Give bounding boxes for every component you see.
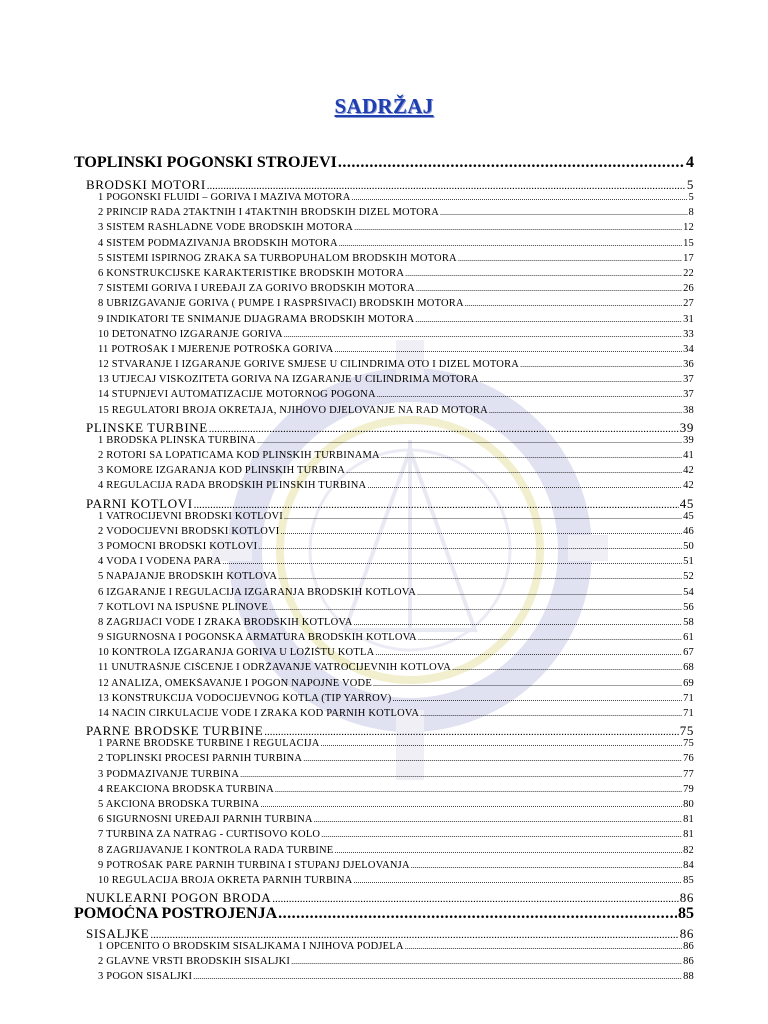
toc-entry-title: 1 VATROCIJEVNI BRODSKI KOTLOVI [98, 510, 283, 522]
toc-item[interactable] [98, 587, 694, 602]
dot-leader [405, 269, 682, 278]
toc-item[interactable] [98, 632, 694, 647]
toc-entry-title: 3 POMOĆNI BRODSKI KOTLOVI [98, 540, 258, 552]
dot-leader [405, 942, 682, 951]
toc-entry-title: 9 POTROŠAK PARE PARNIH TURBINA I STUPANJ DJELOVANJA [98, 859, 410, 871]
toc-item[interactable] [98, 359, 694, 374]
toc-entry-title: 5 NAPAJANJE BRODSKIH KOTLOVA [98, 571, 278, 583]
toc-item[interactable] [98, 662, 694, 677]
dot-leader [321, 830, 682, 839]
toc-item[interactable] [98, 708, 694, 723]
toc-page-number: 68 [683, 662, 694, 674]
dot-leader [373, 679, 682, 688]
dot-leader [314, 815, 682, 824]
toc-entry-title: 7 SISTEMI GORIVA I UREĐAJI ZA GORIVO BRODSKIH MOTORA [98, 283, 415, 295]
toc-entry-title: 2 TOPLINSKI PROCESI PARNIH TURBINA [98, 753, 303, 765]
toc-page-number: 50 [683, 540, 694, 552]
toc-page-number: 51 [683, 556, 694, 568]
toc-page-number: 45 [679, 495, 694, 511]
dot-leader [480, 375, 682, 384]
toc-entry-title: 6 KONSTRUKCIJSKE KARAKTERISTIKE BRODSKIH MOTORA [98, 267, 405, 279]
dot-leader [381, 451, 682, 460]
toc-item[interactable] [98, 480, 694, 495]
toc-section[interactable] [86, 420, 694, 435]
toc-entry-title: PARNI KOTLOVI [86, 495, 193, 511]
dot-leader [416, 284, 682, 293]
toc-item[interactable] [98, 647, 694, 662]
toc-entry-title: 11 UNUTRAŠNJE ČIŠĆENJE I ODRŽAVANJE VATROCIJEVNIH KOTLOVA [98, 662, 452, 674]
toc-page-number: 88 [683, 971, 694, 983]
toc-entry-title: 13 UTJECAJ VISKOZITETA GORIVA NA IZGARANJE U CILINDRIMA MOTORA [98, 374, 479, 386]
toc-section[interactable] [86, 890, 694, 905]
toc-page-number: 71 [683, 708, 694, 719]
toc-entry-title: NUKLEARNI POGON BRODA [86, 890, 272, 906]
dot-leader [338, 154, 685, 172]
dot-leader [411, 861, 682, 870]
toc-page-number: 42 [683, 465, 694, 477]
dot-leader [280, 527, 682, 536]
dot-leader [258, 542, 682, 551]
dot-leader [452, 663, 682, 672]
dot-leader [377, 390, 682, 399]
toc-item[interactable] [98, 860, 694, 875]
toc-item[interactable] [98, 207, 694, 222]
toc-page-number: 54 [683, 586, 694, 598]
toc-entry-title: 3 POGON SISALJKI [98, 971, 193, 983]
toc-page-number: 37 [683, 389, 694, 401]
toc-page-number: 75 [683, 738, 694, 750]
toc-entry-title: 11 POTROŠAK I MJERENJE POTROŠKA GORIVA [98, 343, 334, 355]
dot-leader [150, 929, 678, 941]
dot-leader [272, 893, 679, 905]
toc-entry-title: PLINSKE TURBINE [86, 419, 208, 435]
toc-entry-title: 1 OPĆENITO O BRODSKIM SISALJKAMA I NJIHOVA PODJELA [98, 941, 404, 953]
toc-entry-title: 4 VODA I VODENA PARA [98, 556, 222, 568]
toc-item[interactable] [98, 769, 694, 784]
toc-entry-title: TOPLINSKI POGONSKI STROJEVI [74, 154, 337, 171]
dot-leader [352, 193, 688, 202]
dot-leader [321, 739, 683, 748]
toc-entry-title: 5 SISTEMI ISPIRNOG ZRAKA SA TURBOPUHALOM BRODSKIH MOTORA [98, 252, 457, 264]
toc-page-number: 42 [683, 480, 694, 492]
dot-leader [420, 709, 682, 718]
toc-page-number: 39 [679, 419, 694, 435]
toc-entry-title: SISALJKE [86, 926, 150, 942]
toc-entry-title: 4 REAKCIONA BRODSKA TURBINA [98, 783, 274, 795]
toc-item[interactable] [98, 571, 694, 586]
toc-entry-title: 4 REGULACIJA RADA BRODSKIH PLINSKIH TURBINA [98, 480, 367, 492]
dot-leader [375, 648, 682, 657]
toc-item[interactable] [98, 405, 694, 420]
toc-entry-title: 12 STVARANJE I IZGARANJE GORIVE SMJESE U CILINDRIMA OTO I DIZEL MOTORA [98, 359, 520, 371]
toc-entry-title: 5 AKCIONA BRODSKA TURBINA [98, 798, 260, 810]
toc-item[interactable] [98, 693, 694, 708]
toc-item[interactable] [98, 829, 694, 844]
toc-section[interactable] [86, 926, 694, 941]
dot-leader [440, 208, 688, 217]
toc-item[interactable] [98, 298, 694, 313]
dot-leader [269, 603, 682, 612]
toc-entry-title: 1 PARNE BRODSKE TURBINE I REGULACIJA [98, 738, 320, 750]
dot-leader [194, 499, 679, 511]
toc-page-number: 85 [678, 905, 694, 923]
toc-page-number: 8 [688, 207, 694, 219]
toc-item[interactable] [98, 238, 694, 253]
dot-leader [339, 239, 682, 248]
toc-entry-title: 3 KOMORE IZGARANJA KOD PLINSKIH TURBINA [98, 465, 346, 477]
toc-entry-title: 2 GLAVNE VRSTI BRODSKIH SISALJKI [98, 956, 291, 968]
toc-chapter[interactable] [74, 905, 694, 926]
toc-page-number: 67 [683, 647, 694, 659]
toc-entry-title: 7 KOTLOVI NA ISPUŠNE PLINOVE [98, 601, 269, 613]
toc-page-number: 81 [683, 829, 694, 841]
toc-page-number: 17 [683, 252, 694, 264]
toc-item[interactable] [98, 617, 694, 632]
toc-page-number: 34 [683, 343, 694, 355]
toc-item[interactable] [98, 799, 694, 814]
toc-entry-title: 14 NAČIN CIRKULACIJE VODE I ZRAKA KOD PARNIH KOTLOVA [98, 708, 420, 719]
toc-item[interactable] [98, 875, 694, 890]
toc-entry-title: 10 REGULACIJA BROJA OKRETA PARNIH TURBINA [98, 874, 353, 886]
toc-page-number: 4 [686, 154, 694, 171]
toc-item[interactable] [98, 971, 694, 986]
toc-page-number: 69 [683, 677, 694, 689]
toc-page-number: 41 [683, 450, 694, 461]
toc-page-number: 26 [683, 283, 694, 295]
toc-entry-title: 2 VODOCIJEVNI BRODSKI KOTLOVI [98, 525, 280, 537]
toc-item[interactable] [98, 845, 694, 860]
dot-leader [275, 785, 682, 794]
dot-leader [392, 694, 682, 703]
toc-page-number: 33 [683, 328, 694, 340]
toc-entry-title: 8 ZAGRIJAVANJE I KONTROLA RADA TURBINE [98, 844, 334, 856]
dot-leader [334, 846, 682, 855]
toc-page-number: 46 [683, 525, 694, 537]
toc-item[interactable] [98, 192, 694, 207]
page-title: SADRŽAJ [334, 94, 434, 118]
toc-section[interactable] [86, 723, 694, 738]
toc-page-number: 22 [683, 267, 694, 279]
toc-page-number: 82 [683, 844, 694, 856]
dot-leader [264, 726, 679, 738]
toc-entry-title: 2 ROTORI SA LOPATICAMA KOD PLINSKIH TURBINAMA [98, 450, 380, 461]
dot-leader [207, 180, 686, 192]
dot-leader [303, 754, 682, 763]
toc-item[interactable] [98, 314, 694, 329]
toc-item[interactable] [98, 784, 694, 799]
toc-page-number: 86 [679, 890, 694, 906]
toc-item[interactable] [98, 268, 694, 283]
toc-item[interactable] [98, 465, 694, 480]
toc-page-number: 81 [683, 814, 694, 826]
toc-section[interactable] [86, 496, 694, 511]
dot-leader [458, 254, 682, 263]
dot-leader [520, 360, 682, 369]
dot-leader [418, 633, 682, 642]
toc-page-number: 86 [679, 926, 694, 942]
dot-leader [284, 330, 682, 339]
toc-item[interactable] [98, 374, 694, 389]
dot-leader [240, 770, 682, 779]
toc-item[interactable] [98, 814, 694, 829]
dot-leader [260, 800, 682, 809]
dot-leader [353, 876, 682, 885]
toc-page-number: 39 [683, 434, 694, 446]
toc-item[interactable] [98, 329, 694, 344]
dot-leader [465, 299, 682, 308]
toc-page-number: 15 [683, 237, 694, 249]
dot-leader [278, 905, 677, 923]
toc-section[interactable] [86, 177, 694, 192]
toc-item[interactable] [98, 738, 694, 753]
toc-entry-title: 9 INDIKATORI TE SNIMANJE DIJAGRAMA BRODSKIH MOTORA [98, 313, 415, 325]
toc-page-number: 58 [683, 616, 694, 628]
table-of-contents [74, 154, 694, 987]
dot-leader [417, 588, 682, 597]
dot-leader [354, 223, 682, 232]
toc-entry-title: 8 UBRIZGAVANJE GORIVA ( PUMPE I RASPRŠIVAČI) BRODSKIH MOTORA [98, 298, 464, 310]
toc-entry-title: 8 ZAGRIJAČI VODE I ZRAKA BRODSKIH KOTLOVA [98, 616, 353, 628]
toc-item[interactable] [98, 956, 694, 971]
toc-page-number: 86 [683, 941, 694, 953]
toc-page-number: 61 [683, 632, 694, 644]
toc-item[interactable] [98, 389, 694, 404]
dot-leader [346, 466, 682, 475]
toc-page-number: 56 [683, 601, 694, 613]
toc-entry-title: 6 SIGURNOSNI UREĐAJI PARNIH TURBINA [98, 814, 313, 826]
toc-item[interactable] [98, 541, 694, 556]
dot-leader [222, 557, 682, 566]
dot-leader [354, 618, 683, 627]
toc-page-number: 52 [683, 571, 694, 583]
dot-leader [278, 572, 682, 581]
dot-leader [209, 423, 679, 435]
toc-entry-title: 15 REGULATORI BROJA OKRETAJA, NJIHOVO DJELOVANJE NA RAD MOTORA [98, 404, 488, 416]
dot-leader [193, 972, 682, 981]
toc-entry-title: 12 ANALIZA, OMEKŠAVANJE I POGON NAPOJNE VODE [98, 677, 372, 689]
toc-item[interactable] [98, 222, 694, 237]
toc-page-number: 80 [683, 798, 694, 810]
toc-item[interactable] [98, 511, 694, 526]
toc-entry-title: 1 POGONSKI FLUIDI – GORIVA I MAZIVA MOTORA [98, 192, 351, 203]
toc-item[interactable] [98, 526, 694, 541]
toc-item[interactable] [98, 344, 694, 359]
toc-entry-title: 3 PODMAZIVANJE TURBINA [98, 768, 240, 780]
toc-page-number: 77 [683, 768, 694, 780]
toc-entry-title: 1 BRODSKA PLINSKA TURBINA [98, 434, 256, 446]
toc-page-number: 38 [683, 404, 694, 416]
dot-leader [257, 436, 682, 445]
toc-entry-title: 13 KONSTRUKCIJA VODOCIJEVNOG KOTLA (TIP YARROV) [98, 692, 392, 704]
toc-page-number: 75 [679, 723, 694, 739]
dot-leader [291, 957, 682, 966]
toc-entry-title: 6 IZGARANJE I REGULACIJA IZGARANJA BRODSKIH KOTLOVA [98, 586, 417, 598]
dot-leader [415, 315, 682, 324]
toc-page-number: 5 [688, 192, 694, 203]
toc-page-number: 79 [683, 783, 694, 795]
toc-page-number: 12 [683, 222, 694, 234]
toc-entry-title: 2 PRINCIP RADA 2TAKTNIH I 4TAKTNIH BRODSKIH DIZEL MOTORA [98, 207, 440, 219]
toc-item[interactable] [98, 435, 694, 450]
dot-leader [284, 512, 682, 521]
dot-leader [367, 481, 682, 490]
toc-item[interactable] [98, 678, 694, 693]
toc-page-number: 76 [683, 753, 694, 765]
toc-page-number: 31 [683, 313, 694, 325]
dot-leader [334, 345, 682, 354]
toc-entry-title: 4 SISTEM PODMAZIVANJA BRODSKIH MOTORA [98, 237, 338, 249]
toc-item[interactable] [98, 283, 694, 298]
toc-page-number: 37 [683, 374, 694, 386]
toc-item[interactable] [98, 941, 694, 956]
toc-entry-title: POMOĆNA POSTROJENJA [74, 905, 278, 923]
toc-page-number: 36 [683, 359, 694, 371]
toc-page-number: 45 [683, 510, 694, 522]
dot-leader [489, 406, 682, 415]
toc-item[interactable] [98, 602, 694, 617]
toc-page-number: 85 [683, 874, 694, 886]
toc-chapter[interactable] [74, 154, 694, 175]
toc-page-number: 84 [683, 859, 694, 871]
toc-entry-title: 10 DETONATNO IZGARANJE GORIVA [98, 328, 283, 340]
toc-entry-title: BRODSKI MOTORI [86, 177, 206, 192]
toc-item[interactable] [98, 253, 694, 268]
toc-item[interactable] [98, 556, 694, 571]
toc-page-number: 71 [683, 692, 694, 704]
toc-page-number: 5 [686, 177, 694, 192]
toc-item[interactable] [98, 753, 694, 768]
toc-entry-title: 10 KONTROLA IZGARANJA GORIVA U LOŽIŠTU KOTLA [98, 647, 375, 659]
toc-page-number: 86 [683, 956, 694, 968]
toc-entry-title: 3 SISTEM RASHLADNE VODE BRODSKIH MOTORA [98, 222, 354, 234]
toc-entry-title: 9 SIGURNOSNA I POGONSKA ARMATURA BRODSKIH KOTLOVA [98, 632, 417, 644]
toc-item[interactable] [98, 450, 694, 465]
toc-entry-title: 7 TURBINA ZA NATRAG - CURTISOVO KOLO [98, 829, 321, 841]
toc-entry-title: 14 STUPNJEVI AUTOMATIZACIJE MOTORNOG POGONA [98, 389, 376, 401]
toc-page-number: 27 [683, 298, 694, 310]
toc-entry-title: PARNE BRODSKE TURBINE [86, 723, 264, 739]
